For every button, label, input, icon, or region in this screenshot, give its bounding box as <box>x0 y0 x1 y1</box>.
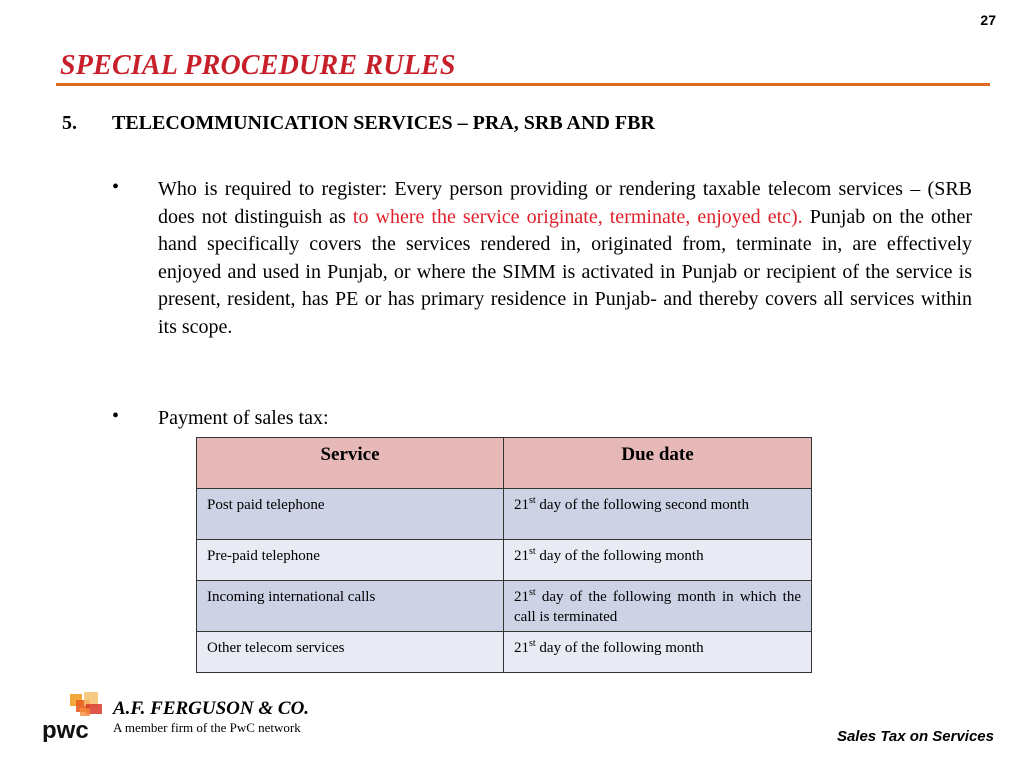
bullet-icon: • <box>112 405 120 427</box>
day-number: 21 <box>514 589 529 605</box>
pwc-logo <box>40 690 110 742</box>
header-service: Service <box>197 438 504 489</box>
firm-name: A.F. FERGUSON & CO. <box>113 698 310 719</box>
table-header-row <box>197 438 812 489</box>
cell-service: Post paid telephone <box>197 489 504 540</box>
slide-title: SPECIAL PROCEDURE RULES <box>60 50 456 81</box>
cell-due-date <box>504 489 812 540</box>
table-row <box>197 632 812 673</box>
bullet-text-part2: Punjab on the other hand specifically covers the services rendered in, originated from, terminate in, are effectively enjoyed and used in Punjab, or where the SIMM is activated in Punjab or recipient of the service is present, resident, has PE or has primary residence in Punjab- and thereby covers all services within its scope. <box>158 205 972 338</box>
day-number: 21 <box>514 497 529 513</box>
table-row <box>197 581 812 632</box>
section-title: TELECOMMUNICATION SERVICES – PRA, SRB AND FBR <box>112 112 655 134</box>
title-divider <box>56 83 990 86</box>
cell-due-date <box>504 581 812 632</box>
member-note: A member firm of the PwC network <box>113 720 301 735</box>
cell-due-date <box>504 540 812 581</box>
section-heading <box>62 112 655 135</box>
bullet-text <box>158 176 972 341</box>
cell-service: Incoming international calls <box>197 581 504 632</box>
section-number: 5. <box>62 112 77 134</box>
bullet-icon: • <box>112 176 120 198</box>
header-due-date: Due date <box>504 438 812 489</box>
day-number: 21 <box>514 640 529 656</box>
bullet-text-highlight: to where the service originate, terminate, enjoyed etc). <box>352 205 803 228</box>
table-row <box>197 540 812 581</box>
bullet-text: Payment of sales tax: <box>158 407 329 429</box>
footer-topic: Sales Tax on Services <box>836 728 994 745</box>
due-text: day of the following month in which the call is terminated <box>514 589 801 625</box>
page-number: 27 <box>980 12 996 28</box>
table-row <box>197 489 812 540</box>
due-date-table <box>196 437 812 673</box>
cell-service: Pre-paid telephone <box>197 540 504 581</box>
bullet-payment <box>112 405 329 433</box>
bullet-registration <box>112 176 972 341</box>
pwc-logo-text: pwc <box>42 717 89 742</box>
day-number: 21 <box>514 548 529 564</box>
cell-due-date <box>504 632 812 673</box>
day-suffix: st <box>529 495 536 506</box>
due-text: day of the following month <box>535 640 704 656</box>
due-text: day of the following month <box>535 548 704 564</box>
day-suffix: st <box>529 638 536 649</box>
bullet-text-part1: Who is required to register: Every person providing or rendering taxable telecom services – (SRB does not distinguish as <box>158 178 972 228</box>
cell-service: Other telecom services <box>197 632 504 673</box>
due-text: day of the following second month <box>535 497 749 513</box>
day-suffix: st <box>529 587 536 598</box>
day-suffix: st <box>529 546 536 557</box>
pwc-logo-icon <box>40 690 110 742</box>
